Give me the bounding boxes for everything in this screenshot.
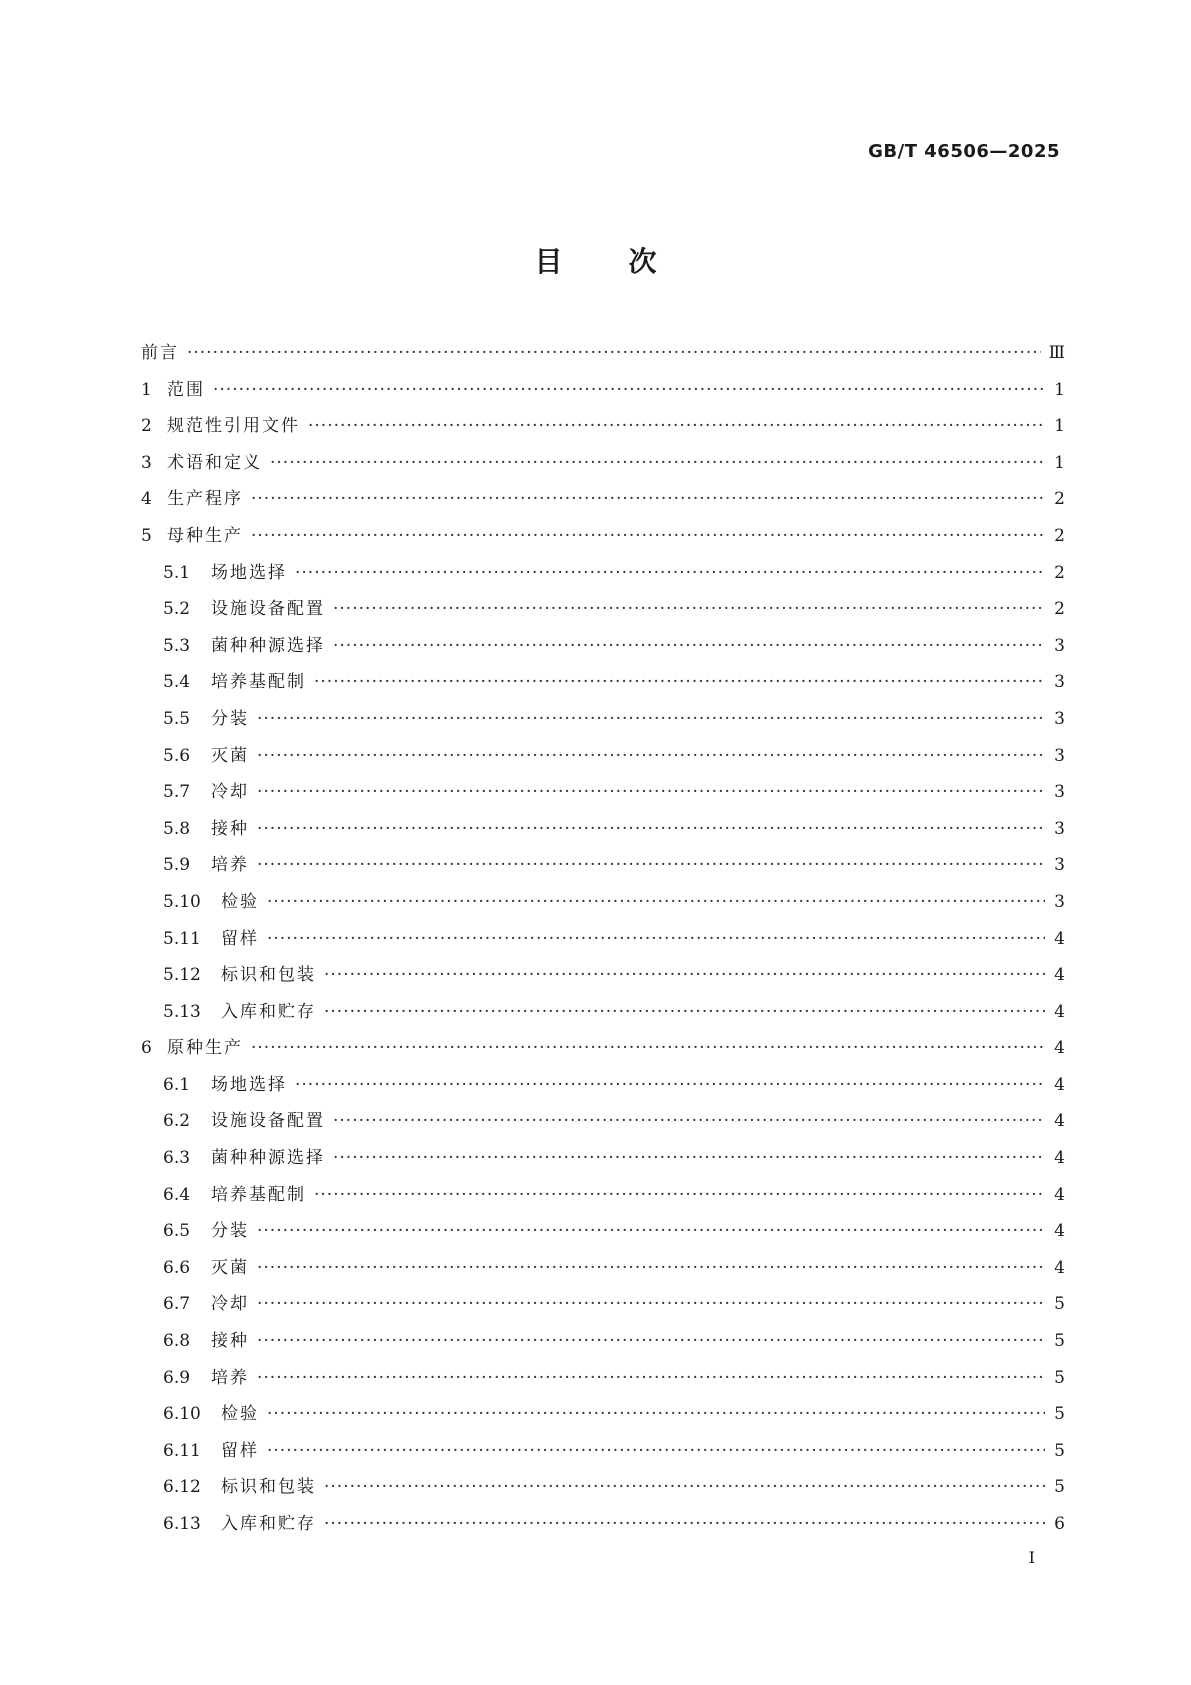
toc-entry-page: 2	[1054, 562, 1065, 583]
toc-entry-page: Ⅲ	[1048, 343, 1065, 363]
toc-entry-number: 5.11	[163, 928, 201, 949]
toc-entry[interactable]	[141, 1033, 1065, 1070]
toc-entry[interactable]	[141, 521, 1065, 558]
toc-entry-label: 灭菌	[211, 745, 249, 766]
toc-entry[interactable]	[141, 850, 1065, 887]
toc-entry-label: 生产程序	[167, 489, 243, 510]
toc-entry[interactable]	[141, 375, 1065, 412]
toc-entry-number: 5.4	[163, 672, 191, 693]
toc-leader-dots	[267, 929, 1045, 949]
toc-entry-page: 1	[1054, 379, 1065, 400]
toc-entry-number: 3	[141, 452, 152, 473]
toc-entry-page: 3	[1054, 891, 1065, 912]
toc-entry-page: 3	[1054, 782, 1065, 803]
toc-entry-label: 场地选择	[211, 562, 287, 583]
toc-title-char-1: 目	[534, 245, 563, 278]
toc-entry[interactable]	[141, 1472, 1065, 1509]
toc-entry-label: 接种	[211, 1331, 249, 1352]
toc-entry-number: 4	[141, 489, 152, 510]
toc-entry-page: 4	[1054, 1148, 1065, 1169]
toc-entry-page: 6	[1054, 1514, 1065, 1534]
toc-entry-label: 术语和定义	[167, 452, 262, 473]
toc-entry-page: 4	[1054, 1074, 1065, 1095]
toc-entry-number: 1	[141, 379, 152, 400]
toc-entry-label: 培养	[211, 855, 249, 876]
toc-entry-label: 入库和贮存	[221, 1514, 316, 1534]
toc-leader-dots	[270, 453, 1045, 473]
toc-title-char-2: 次	[628, 245, 657, 278]
toc-entry-number: 5.1	[163, 562, 191, 583]
toc-entry-label: 检验	[221, 1404, 259, 1425]
toc-entry-label: 分装	[211, 1221, 249, 1242]
toc-entry-label: 原种生产	[167, 1038, 243, 1059]
toc-entry-number: 5.10	[163, 891, 201, 912]
toc-entry-page: 4	[1054, 1184, 1065, 1205]
toc-leader-dots	[333, 1111, 1045, 1131]
toc-leader-dots	[257, 819, 1045, 839]
toc-entry-label: 规范性引用文件	[167, 416, 300, 437]
toc-leader-dots	[251, 1038, 1045, 1058]
toc-leader-dots	[257, 1331, 1045, 1351]
toc-entry-page: 4	[1054, 928, 1065, 949]
toc-entry-page: 4	[1054, 1221, 1065, 1242]
toc-entry-page: 4	[1054, 1111, 1065, 1132]
toc-entry-label: 场地选择	[211, 1074, 287, 1095]
toc-leader-dots	[267, 892, 1045, 912]
toc-entry-number: 5.3	[163, 635, 191, 656]
standard-code: GB/T 46506—2025	[868, 141, 1060, 162]
toc-entry-page: 4	[1054, 1257, 1065, 1278]
toc-entry[interactable]	[141, 1326, 1065, 1363]
toc-entry-page: 5	[1054, 1404, 1065, 1425]
toc-entry[interactable]	[141, 887, 1065, 924]
toc-entry-page: 4	[1054, 965, 1065, 986]
toc-entry-page: 3	[1054, 672, 1065, 693]
table-of-contents	[141, 338, 1065, 1546]
toc-entry-number: 6.6	[163, 1257, 191, 1278]
toc-entry-page: 3	[1054, 635, 1065, 656]
toc-entry[interactable]	[141, 1289, 1065, 1326]
toc-entry-number: 5.7	[163, 782, 191, 803]
toc-entry-label: 设施设备配置	[211, 599, 325, 620]
toc-entry-page: 2	[1054, 525, 1065, 546]
toc-entry[interactable]	[141, 448, 1065, 485]
toc-entry[interactable]	[141, 594, 1065, 631]
toc-entry-number: 2	[141, 416, 152, 437]
toc-leader-dots	[324, 1002, 1045, 1022]
toc-entry[interactable]	[141, 741, 1065, 778]
toc-leader-dots	[324, 1514, 1045, 1534]
toc-entry-page: 5	[1054, 1331, 1065, 1352]
toc-entry-number: 6	[141, 1038, 152, 1059]
toc-entry[interactable]	[141, 1070, 1065, 1107]
toc-entry-label: 前言	[141, 343, 179, 363]
toc-entry[interactable]	[141, 960, 1065, 997]
toc-entry[interactable]	[141, 1253, 1065, 1290]
toc-entry[interactable]	[141, 924, 1065, 961]
toc-entry-page: 1	[1054, 452, 1065, 473]
toc-entry-page: 5	[1054, 1294, 1065, 1315]
toc-entry-label: 留样	[221, 928, 259, 949]
toc-entry-label: 菌种种源选择	[211, 635, 325, 656]
toc-entry[interactable]	[141, 667, 1065, 704]
toc-leader-dots	[257, 746, 1045, 766]
toc-entry-number: 6.10	[163, 1404, 201, 1425]
toc-leader-dots	[251, 489, 1045, 509]
toc-entry-page: 3	[1054, 745, 1065, 766]
toc-entry-number: 5.5	[163, 708, 191, 729]
toc-entry-page: 4	[1054, 1001, 1065, 1022]
toc-entry-page: 5	[1054, 1477, 1065, 1498]
toc-entry-label: 培养基配制	[211, 1184, 306, 1205]
toc-entry-number: 6.1	[163, 1074, 191, 1095]
toc-entry-page: 5	[1054, 1440, 1065, 1461]
toc-leader-dots	[333, 599, 1045, 619]
toc-entry[interactable]	[141, 1143, 1065, 1180]
toc-entry-label: 标识和包装	[221, 965, 316, 986]
toc-entry-number: 6.7	[163, 1294, 191, 1315]
toc-entry-number: 6.3	[163, 1148, 191, 1169]
toc-entry[interactable]	[141, 1509, 1065, 1546]
toc-entry-label: 范围	[167, 379, 205, 400]
toc-title	[0, 240, 1191, 280]
toc-entry-page: 2	[1054, 489, 1065, 510]
toc-leader-dots	[308, 416, 1045, 436]
toc-entry-page: 3	[1054, 855, 1065, 876]
toc-entry[interactable]	[141, 1106, 1065, 1143]
toc-leader-dots	[257, 855, 1045, 875]
toc-entry-label: 接种	[211, 818, 249, 839]
toc-entry-label: 标识和包装	[221, 1477, 316, 1498]
toc-entry[interactable]	[141, 484, 1065, 521]
toc-entry-number: 5.6	[163, 745, 191, 766]
toc-leader-dots	[213, 380, 1045, 400]
toc-entry-number: 6.12	[163, 1477, 201, 1498]
toc-entry-label: 灭菌	[211, 1257, 249, 1278]
toc-entry-label: 留样	[221, 1440, 259, 1461]
toc-entry-label: 设施设备配置	[211, 1111, 325, 1132]
toc-leader-dots	[257, 782, 1045, 802]
toc-entry-number: 6.4	[163, 1184, 191, 1205]
toc-leader-dots	[187, 343, 1041, 363]
toc-entry-label: 培养	[211, 1367, 249, 1388]
toc-entry-page: 1	[1054, 416, 1065, 437]
toc-entry[interactable]	[141, 997, 1065, 1034]
toc-leader-dots	[257, 1258, 1045, 1278]
toc-entry-number: 6.11	[163, 1440, 201, 1461]
toc-entry-number: 6.5	[163, 1221, 191, 1242]
toc-entry-number: 5.12	[163, 965, 201, 986]
toc-entry[interactable]	[141, 631, 1065, 668]
toc-entry-number: 5	[141, 525, 152, 546]
toc-entry-number: 5.2	[163, 599, 191, 620]
toc-entry[interactable]	[141, 411, 1065, 448]
toc-entry-page: 3	[1054, 818, 1065, 839]
toc-leader-dots	[314, 1185, 1045, 1205]
toc-entry-label: 冷却	[211, 1294, 249, 1315]
toc-leader-dots	[257, 1368, 1045, 1388]
toc-entry-number: 6.2	[163, 1111, 191, 1132]
toc-entry[interactable]	[141, 338, 1065, 375]
toc-entry[interactable]	[141, 1363, 1065, 1400]
toc-entry-label: 母种生产	[167, 525, 243, 546]
toc-entry-number: 6.13	[163, 1514, 201, 1534]
toc-leader-dots	[295, 1075, 1045, 1095]
toc-entry-number: 5.9	[163, 855, 191, 876]
toc-entry[interactable]	[141, 704, 1065, 741]
toc-entry[interactable]	[141, 1436, 1065, 1473]
toc-entry-number: 6.9	[163, 1367, 191, 1388]
toc-entry[interactable]	[141, 1216, 1065, 1253]
toc-leader-dots	[295, 563, 1045, 583]
toc-entry-page: 2	[1054, 599, 1065, 620]
toc-leader-dots	[257, 709, 1045, 729]
toc-entry-label: 入库和贮存	[221, 1001, 316, 1022]
toc-entry-number: 5.13	[163, 1001, 201, 1022]
toc-leader-dots	[267, 1441, 1045, 1461]
toc-entry-number: 6.8	[163, 1331, 191, 1352]
toc-leader-dots	[257, 1294, 1045, 1314]
toc-entry-label: 培养基配制	[211, 672, 306, 693]
toc-entry-page: 3	[1054, 708, 1065, 729]
toc-leader-dots	[333, 636, 1045, 656]
toc-entry-page: 4	[1054, 1038, 1065, 1059]
toc-leader-dots	[324, 1477, 1045, 1497]
toc-entry[interactable]	[141, 1399, 1065, 1436]
toc-entry[interactable]	[141, 1180, 1065, 1217]
toc-leader-dots	[324, 965, 1045, 985]
toc-entry-label: 检验	[221, 891, 259, 912]
toc-entry-page: 5	[1054, 1367, 1065, 1388]
toc-leader-dots	[267, 1404, 1045, 1424]
toc-leader-dots	[333, 1148, 1045, 1168]
toc-leader-dots	[251, 526, 1045, 546]
toc-entry-label: 冷却	[211, 782, 249, 803]
toc-entry[interactable]	[141, 558, 1065, 595]
toc-leader-dots	[257, 1221, 1045, 1241]
toc-entry-label: 分装	[211, 708, 249, 729]
page-number: I	[1028, 1548, 1035, 1567]
toc-entry-number: 5.8	[163, 818, 191, 839]
toc-entry[interactable]	[141, 777, 1065, 814]
toc-entry[interactable]	[141, 814, 1065, 851]
toc-leader-dots	[314, 672, 1045, 692]
toc-entry-label: 菌种种源选择	[211, 1148, 325, 1169]
